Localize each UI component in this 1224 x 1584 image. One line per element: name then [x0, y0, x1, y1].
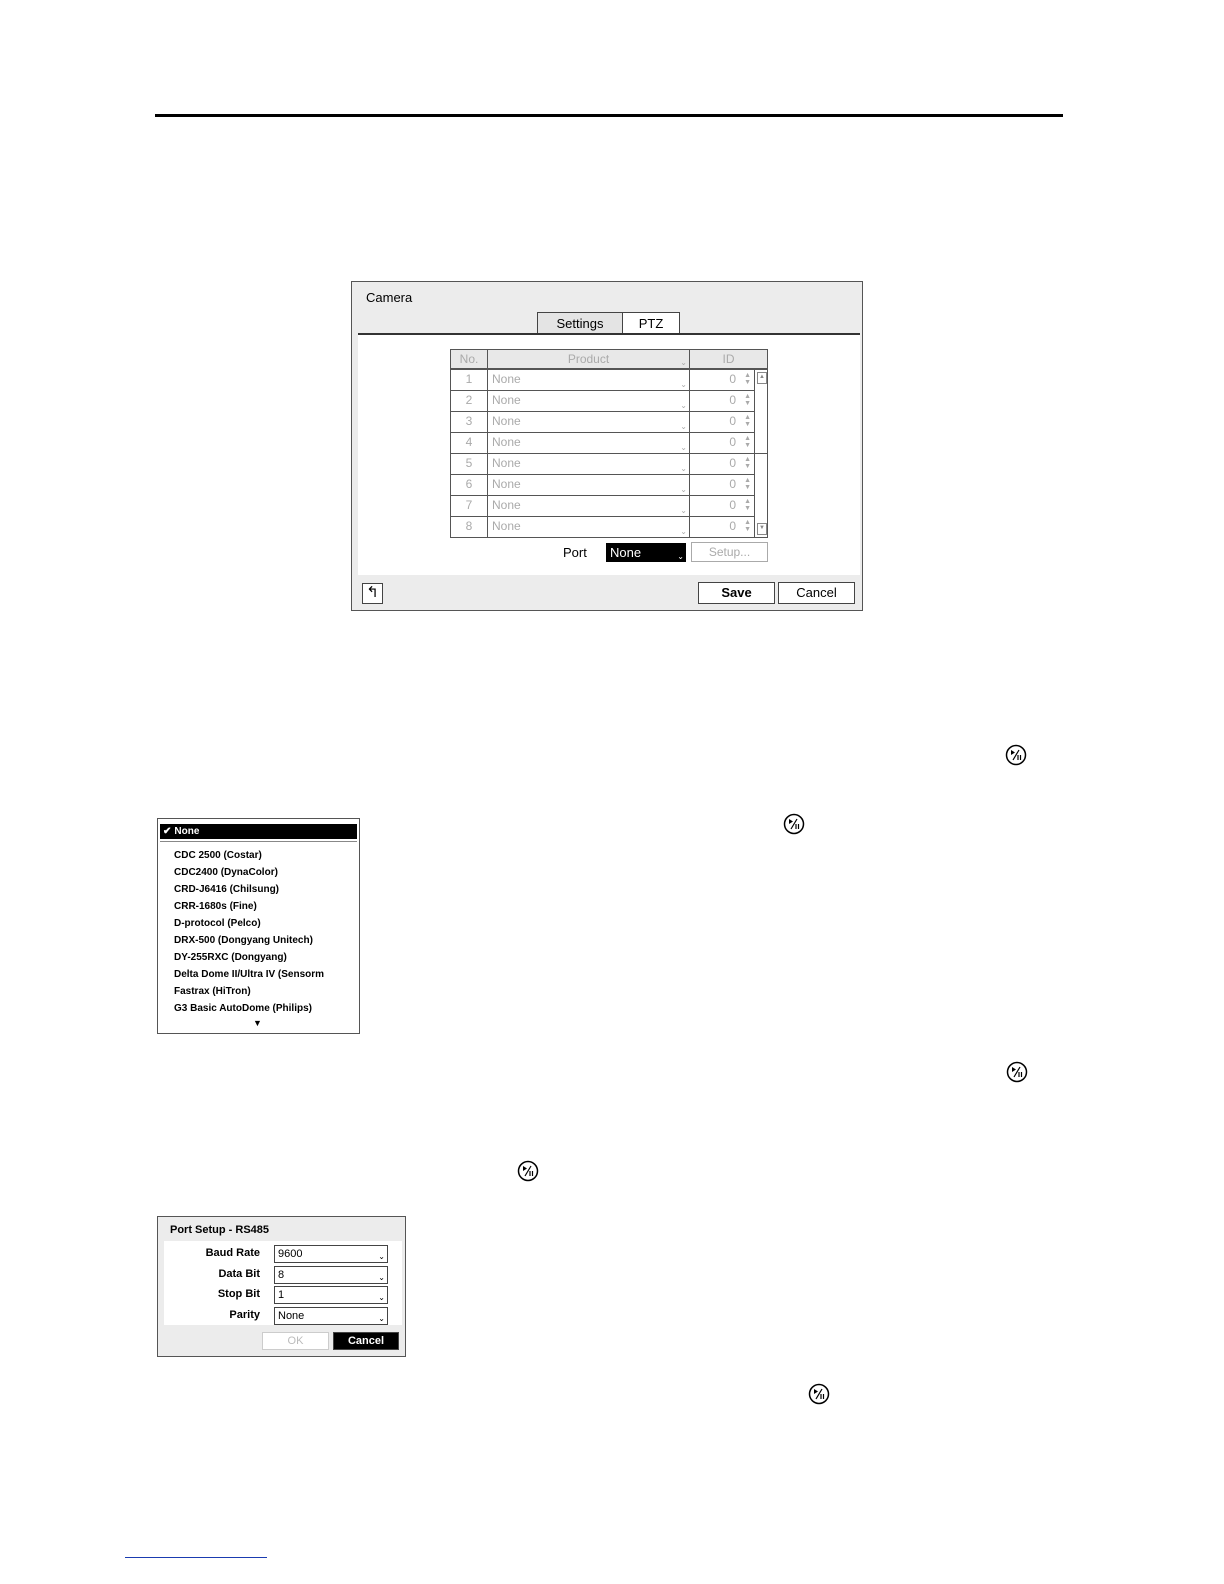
product-value: None [492, 435, 521, 449]
list-item[interactable]: CDC 2500 (Costar) [174, 850, 262, 861]
field-label: Parity [229, 1308, 260, 1321]
row-number: 3 [450, 411, 488, 433]
product-value: None [492, 414, 521, 428]
chevron-down-icon: ⌄ [378, 1293, 385, 1302]
chevron-down-icon: ⌄ [680, 506, 687, 515]
product-select[interactable] [487, 453, 690, 475]
dialog-title: Camera [366, 290, 413, 305]
field-label: Baud Rate [205, 1247, 260, 1259]
field-label: Data Bit [218, 1267, 260, 1280]
product-value: None [492, 519, 521, 533]
dialog-title: Port Setup - RS485 [170, 1224, 270, 1236]
id-value: 0 [729, 372, 736, 386]
chevron-down-icon: ⌄ [378, 1272, 385, 1282]
row-number: 4 [450, 432, 488, 454]
port-label: Port [563, 545, 587, 560]
header-no: No. [450, 349, 488, 369]
cancel-button[interactable]: Cancel [333, 1332, 399, 1350]
chevron-down-icon: ⌄ [680, 485, 687, 494]
dropdown-selected-item[interactable] [160, 824, 357, 839]
header-product-label: Product [567, 352, 610, 366]
product-value: None [492, 477, 521, 491]
cancel-button[interactable]: Cancel [778, 582, 855, 604]
row-number: 1 [450, 369, 488, 391]
product-value: None [492, 393, 521, 407]
product-select[interactable] [487, 432, 690, 454]
scroll-down-arrow-icon[interactable]: ▼ [757, 523, 767, 535]
product-select[interactable] [487, 369, 690, 391]
ok-button[interactable]: OK [262, 1332, 329, 1350]
product-select[interactable] [487, 474, 690, 496]
scroll-up-icon[interactable]: ▲ [757, 372, 767, 384]
product-select[interactable] [487, 516, 690, 538]
chevron-down-icon: ⌄ [378, 1252, 385, 1261]
id-value: 0 [729, 393, 736, 407]
back-arrow-icon: ↰ [366, 584, 379, 601]
id-stepper[interactable] [689, 390, 755, 412]
spinner-icon[interactable]: ▲ ▼ [744, 435, 751, 449]
id-stepper[interactable] [689, 369, 755, 391]
chevron-down-icon: ⌄ [680, 422, 687, 431]
list-item[interactable]: CRR-1680s (Fine) [174, 901, 257, 912]
spinner-icon[interactable]: ▲ ▼ [744, 498, 751, 512]
product-dropdown-list [157, 818, 360, 1034]
spinner-icon[interactable]: ▲ ▼ [744, 519, 751, 533]
id-value: 0 [729, 477, 736, 491]
header-rule [155, 114, 1063, 117]
id-value: 0 [729, 456, 736, 470]
chevron-down-icon: ⌄ [680, 380, 687, 389]
port-select[interactable] [606, 543, 686, 562]
field-value: 9600 [278, 1248, 303, 1260]
chevron-down-icon: ⌄ [677, 552, 684, 561]
tab-ptz[interactable]: PTZ [622, 312, 680, 335]
tab-settings[interactable]: Settings [537, 312, 623, 334]
field-select[interactable] [274, 1307, 388, 1325]
selected-label: None [174, 826, 200, 837]
list-item[interactable]: Fastrax (HiTron) [174, 986, 251, 997]
back-button[interactable] [362, 583, 383, 604]
spinner-icon[interactable]: ▲ ▼ [744, 372, 751, 386]
field-select[interactable] [274, 1286, 388, 1304]
save-button[interactable]: Save [698, 582, 775, 604]
list-item[interactable]: G3 Basic AutoDome (Philips) [174, 1003, 312, 1014]
chevron-down-icon: ⌄ [680, 401, 687, 410]
scroll-down-icon[interactable]: ▼ [253, 1018, 262, 1028]
id-stepper[interactable] [689, 453, 755, 475]
footer-rule [125, 1557, 267, 1558]
header-product [487, 349, 690, 369]
sort-icon: ⌄ [680, 358, 687, 367]
row-number: 6 [450, 474, 488, 496]
table-scrollbar[interactable] [754, 369, 768, 538]
product-value: None [492, 456, 521, 470]
spinner-icon[interactable]: ▲ ▼ [744, 477, 751, 491]
checkmark-icon: ✔ [163, 826, 172, 837]
play-pause-icon [1005, 744, 1027, 766]
id-value: 0 [729, 435, 736, 449]
play-pause-icon [808, 1383, 830, 1405]
id-value: 0 [729, 519, 736, 533]
id-stepper[interactable] [689, 495, 755, 517]
chevron-down-icon: ⌄ [680, 527, 687, 536]
id-value: 0 [729, 498, 736, 512]
camera-dialog [351, 281, 863, 611]
list-item[interactable]: D-protocol (Pelco) [174, 918, 261, 929]
spinner-icon[interactable]: ▲ ▼ [744, 393, 751, 407]
row-number: 8 [450, 516, 488, 538]
product-select[interactable] [487, 411, 690, 433]
field-label: Stop Bit [217, 1288, 260, 1300]
field-select[interactable] [274, 1266, 388, 1284]
play-pause-icon [517, 1160, 539, 1182]
list-item[interactable]: CDC2400 (DynaColor) [174, 867, 278, 878]
play-pause-icon [783, 813, 805, 835]
chevron-down-icon: ⌄ [680, 443, 687, 452]
list-item[interactable]: CRD-J6416 (Chilsung) [174, 884, 280, 895]
row-number: 2 [450, 390, 488, 412]
field-value: 8 [278, 1268, 285, 1281]
row-number: 5 [450, 453, 488, 475]
id-value: 0 [729, 414, 736, 428]
play-pause-icon [1006, 1061, 1028, 1083]
id-stepper[interactable] [689, 474, 755, 496]
id-stepper[interactable] [689, 432, 755, 454]
header-id: ID [689, 349, 768, 369]
product-value: None [492, 372, 521, 386]
field-value: None [278, 1309, 305, 1322]
ptz-panel [358, 335, 860, 575]
divider [160, 841, 357, 842]
id-stepper[interactable] [689, 516, 755, 538]
spinner-icon[interactable]: ▲ ▼ [744, 456, 751, 470]
scroll-thumb[interactable] [754, 383, 768, 454]
product-select[interactable] [487, 390, 690, 412]
field-value: 1 [278, 1289, 285, 1301]
chevron-down-icon: ⌄ [378, 1313, 385, 1323]
setup-button[interactable]: Setup... [691, 542, 768, 562]
product-select[interactable] [487, 495, 690, 517]
product-value: None [492, 498, 521, 512]
list-item[interactable]: DRX-500 (Dongyang Unitech) [174, 935, 313, 946]
port-setup-dialog [157, 1216, 406, 1357]
row-number: 7 [450, 495, 488, 517]
port-setup-body [164, 1241, 402, 1325]
ptz-table [450, 349, 770, 539]
list-item[interactable]: Delta Dome II/Ultra IV (Sensorm [174, 969, 325, 980]
id-stepper[interactable] [689, 411, 755, 433]
port-value: None [610, 545, 642, 560]
chevron-down-icon: ⌄ [680, 464, 687, 473]
field-select[interactable] [274, 1245, 388, 1263]
list-item[interactable]: DY-255RXC (Dongyang) [174, 952, 287, 963]
spinner-icon[interactable]: ▲ ▼ [744, 414, 751, 428]
